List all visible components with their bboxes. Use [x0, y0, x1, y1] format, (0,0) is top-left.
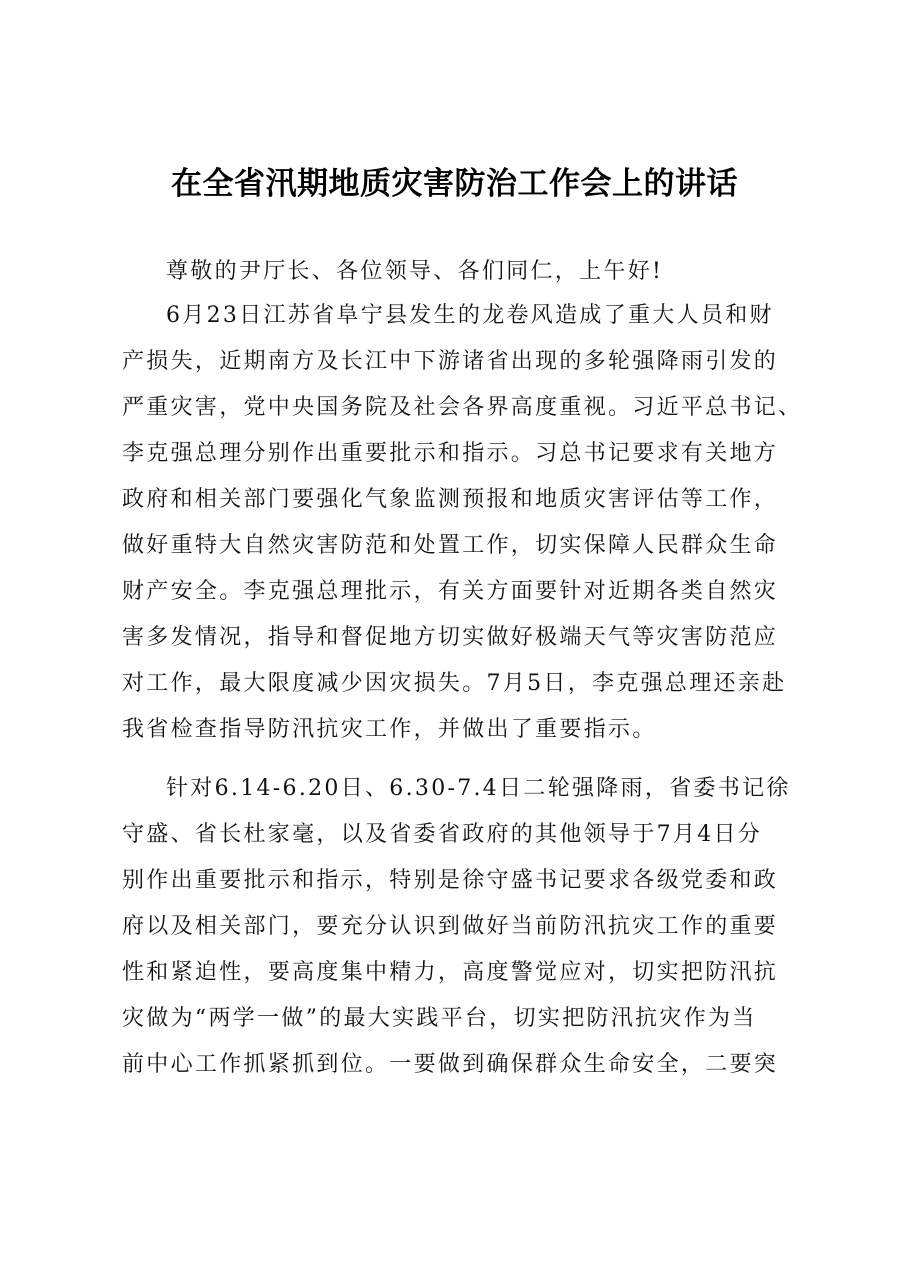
body-text-line: 我省检查指导防汛抗灾工作，并做出了重要指示。: [122, 717, 657, 742]
body-text-line: 别作出重要批示和指示，特别是徐守盛书记要求各级党委和政: [122, 868, 779, 893]
body-text-line: 性和紧迫性，要高度集中精力，高度警觉应对，切实把防汛抗: [122, 960, 779, 985]
body-text-line: 针对6.14-6.20日、6.30-7.4日二轮强降雨，省委书记徐: [166, 776, 791, 801]
body-text-line: 灾做为“两学一做”的最大实践平台，切实把防汛抗灾作为当: [122, 1006, 757, 1031]
body-text-line: 守盛、省长杜家毫，以及省委省政府的其他领导于7月4日分: [122, 822, 763, 847]
body-text-line: 前中心工作抓紧抓到位。一要做到确保群众生命安全，二要突: [122, 1052, 779, 1077]
body-text-line: 害多发情况，指导和督促地方切实做好极端天气等灾害防范应: [122, 625, 779, 650]
body-text-line: 6月23日江苏省阜宁县发生的龙卷风造成了重大人员和财: [166, 303, 774, 328]
body-text-line: 李克强总理分别作出重要批示和指示。习总书记要求有关地方: [122, 441, 779, 466]
body-text-line: 产损失，近期南方及长江中下游诸省出现的多轮强降雨引发的: [122, 349, 779, 374]
body-text-line: 对工作，最大限度减少因灾损失。7月5日，李克强总理还亲赴: [122, 671, 787, 696]
body-text-line: 做好重特大自然灾害防范和处置工作，切实保障人民群众生命: [122, 533, 779, 558]
salutation-line: 尊敬的尹厅长、各位领导、各们同仁，上午好!: [166, 259, 664, 284]
body-text-line: 府以及相关部门，要充分认识到做好当前防汛抗灾工作的重要: [122, 914, 779, 939]
body-text-line: 财产安全。李克强总理批示，有关方面要针对近期各类自然灾: [122, 579, 779, 604]
body-text-line: 严重灾害，党中央国务院及社会各界高度重视。习近平总书记、: [122, 395, 803, 420]
document-title: 在全省汛期地质灾害防治工作会上的讲话: [171, 166, 738, 202]
body-text-line: 政府和相关部门要强化气象监测预报和地质灾害评估等工作，: [122, 487, 779, 512]
